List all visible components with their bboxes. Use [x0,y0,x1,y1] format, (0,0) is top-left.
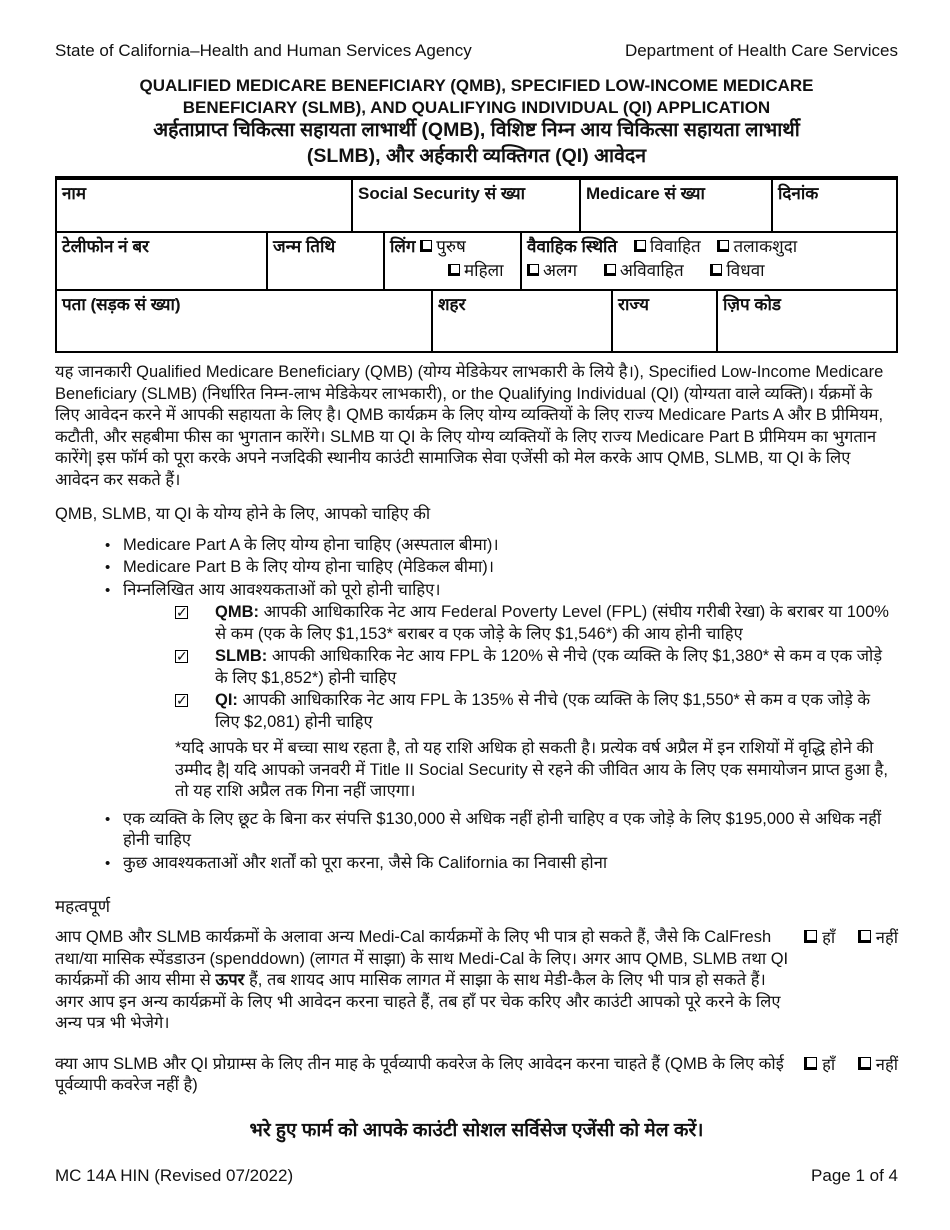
female-label: महिला [464,261,504,280]
state-label: राज्य [618,295,649,314]
q1-no-option [858,929,898,947]
question-medi-cal-programs [55,927,898,1035]
q1-text-part1: आप QMB और SLMB कार्यक्रमों के अलावा अन्य Medi-Cal कार्यक्रमों के लिए भी पात्र हो सकते हैं, जैसे कि CalFresh तथा/या मासिक स्पेंडडाउन (spenddown) (लागत में साझा) के साथ Medi-Cal के लिए। अगर आप QMB, SLMB तथा QI कार्यक्रमों की आय सीमा से [55,928,789,989]
name-label: नाम [62,184,87,203]
question-2-text: क्या आप SLMB और QI प्रोग्राम्स के लिए तीन माह के पूर्वव्यापी कवरेज के लिए आवेदन करना चाहते हैं (QMB के लिए कोई पूर्वव्यापी कवरेज नहीं है) [55,1054,784,1094]
checkbox-icon[interactable] [710,264,722,276]
gender-label: लिंग [390,237,416,256]
checkbox-icon[interactable] [858,1057,871,1070]
table-row [57,291,896,351]
city-field-cell[interactable] [433,291,613,351]
dob-label: जन्म तिथि [273,237,336,256]
q1-text-bold: ऊपर [215,971,245,989]
bullet-asset-limit: एक व्यक्ति के लिए छूट के बिना कर संपत्ति $130,000 से अधिक नहीं होनी चाहिए व एक जोड़े के लिए $195,000 से अधिक नहीं होनी चाहिए [123,809,882,849]
question-1-text [55,927,795,1035]
eligibility-heading: QMB, SLMB, या QI के योग्य होने के लिए, आपको चाहिए की [55,505,431,523]
income-item-text [215,646,898,689]
form-number: MC 14A HIN (Revised 07/2022) [55,1165,294,1185]
bullet-residency: कुछ आवश्यकताओं और शर्तों को पूरा करना, जैसे कि California का निवासी होना [123,853,608,872]
checkbox-icon[interactable] [604,264,616,276]
phone-field-cell[interactable] [57,233,268,289]
marital-option-widowed [710,261,764,280]
list-item [55,809,898,852]
page-number: Page 1 of 4 [811,1165,898,1185]
slmb-text: आपकी आधिकारिक नेट आय FPL के 120% से नीचे (एक व्यक्ति के लिए $1,380* से कम व एक जोड़े के लिए $1,852*) होनी चाहिए [215,647,883,687]
medicare-number-label: Medicare सं ख्या [586,184,705,203]
address-field-cell[interactable] [57,291,433,351]
q1-text-part2: हैं, तब शायद आप मासिक लागत में साझा के साथ मेडी-कैल के लिए भी पात्र हो सकते हैं। अगर आप इन अन्य कार्यक्रमों के लिए भी आवेदन करना चाहते हैं, तब हाँ पर चेक करिए और काउंटी आपको पूरे करने के लिए अन्य पत्र भी भेजेगे। [55,971,781,1032]
list-item [55,580,898,602]
agency-right-text: Department of Health Care Services [624,41,898,60]
marital-option-separated [527,261,577,280]
married-label: विवाहित [649,237,701,256]
intro-paragraph: यह जानकारी Qualified Medicare Beneficiary (QMB) (योग्य मेडिकेयर लाभकारी के लिये है।), Specified Low-Income Medicare Beneficiary (SLMB) (निर्धारित निम्न-लाभ मेडिकेयर लाभकारी), or the Qualifying Individual (QI) (योग्यता वाले व्यक्ति)। र्यक्रमों के लिए आवेदन करने में आपकी सहायता के लिए है। QMB कार्यक्रम के लिए योग्य व्यक्तियों के लिए राज्य Medicare Parts A और B प्रीमियम, कटौती, और सहबीमा फीस का भुगतान कारेंगे। SLMB या QI के लिए योग्य व्यक्तियों के लिए राज्य Medicare Part B प्रीमियम का भुगतान कारेंगे| इस फॉर्म को पूरा करके अपने नजदिकी स्थानीय काउंटी सामाजिक सेवा एजेंसी को मेल करके आप QMB, SLMB, या QI के लिए आवेदन कर सकते हैं। [55,363,884,489]
bullet-icon: • [105,536,111,554]
bullet-medicare-part-a: Medicare Part A के लिए योग्य होना चाहिए (अस्पताल बीमा)। [123,535,499,554]
table-row [57,180,896,233]
list-item [55,853,898,875]
zip-label: ज़िप कोड [723,295,781,314]
q2-yes-no-options [804,1054,898,1097]
checkbox-icon[interactable] [717,240,729,252]
income-item-text [215,602,898,645]
form-title [55,75,898,169]
qi-label: QI: [215,691,238,709]
widowed-label: विधवा [726,261,765,280]
list-item [55,557,898,579]
q2-no-option [858,1056,898,1074]
income-item-qmb [175,602,898,645]
address-label: पता (सड़क सं ख्या) [62,295,181,314]
bullet-icon: • [105,559,111,576]
gender-option-male [420,237,466,256]
form-title-hindi-line1: अर्हताप्राप्त चिकित्सा सहायता लाभार्थी (QMB), विशिष्ट निम्न आय चिकित्सा सहायता लाभार्थी [153,119,800,141]
q1-yes-option [804,929,835,947]
zip-field-cell[interactable] [718,291,896,351]
mail-instruction: भरे हुए फार्म को आपके काउंटी सोशल सर्विसेज एजेंसी को मेल करें। [249,1119,704,1141]
marital-status-label: वैवाहिक स्थिति [527,237,618,256]
yes-label: हाँ [822,929,836,947]
page-header [55,40,898,61]
checked-checkbox-icon[interactable] [175,694,188,707]
city-label: शहर [438,295,466,314]
bullet-icon: • [105,810,111,828]
male-label: पुरुष [436,237,466,256]
separated-label: अलग [543,261,578,280]
state-field-cell[interactable] [613,291,718,351]
agency-left-text: State of California–Health and Human Services Agency [55,41,472,60]
checkbox-icon[interactable] [804,1057,817,1070]
gender-option-female [448,261,504,280]
dob-field-cell[interactable] [268,233,385,289]
checkbox-icon[interactable] [527,264,539,276]
slmb-label: SLMB: [215,647,268,665]
checkbox-icon[interactable] [858,930,871,943]
marital-option-unmarried [604,261,684,280]
income-item-text [215,690,898,733]
marital-status-field-cell [522,233,896,289]
ssn-label: Social Security सं ख्या [358,184,526,203]
qmb-label: QMB: [215,603,259,621]
qmb-text: आपकी आधिकारिक नेट आय Federal Poverty Level (FPL) (संघीय गरीबी रेखा) के बराबर या 100% से कम (एक के लिए $1,153* बराबर व एक जोड़े के लिए $1,546*) की आय होनी चाहिए [215,603,889,643]
table-row [57,233,896,291]
form-title-hindi-line2: (SLMB), और अर्हकारी व्यक्तिगत (QI) आवेदन [306,144,647,167]
no-label: नहीं [875,1055,898,1074]
yes-label: हाँ [822,1055,836,1074]
marital-option-divorced [717,237,797,256]
checkbox-icon[interactable] [634,240,646,252]
question-retroactive-coverage [55,1054,898,1097]
q1-yes-no-options [804,927,898,1035]
date-field-cell[interactable] [773,180,896,231]
checked-checkbox-icon[interactable] [175,606,188,619]
applicant-info-table [55,176,898,353]
bullet-icon: • [105,854,111,872]
page-footer [55,1166,898,1186]
qi-text: आपकी आधिकारिक नेट आय FPL के 135% से नीचे (एक व्यक्ति के लिए $1,550* से कम व एक जोड़े के लिए $2,081) होनी चाहिए [215,691,871,731]
income-item-qi [175,690,898,733]
income-item-slmb [175,646,898,689]
checked-checkbox-icon[interactable] [175,650,188,663]
bullet-medicare-part-b: Medicare Part B के लिए योग्य होना चाहिए (मेडिकल बीमा)। [123,558,494,576]
medicare-number-field-cell[interactable] [581,180,773,231]
date-label: दिनांक [778,184,819,203]
important-heading: महत्वपूर्ण [55,897,111,916]
marital-option-married [634,237,701,256]
no-label: नहीं [875,929,898,947]
q2-yes-option [804,1056,835,1074]
form-title-english-line2: BENEFICIARY (SLMB), AND QUALIFYING INDIVIDUAL (QI) APPLICATION [182,97,771,117]
form-title-english-line1: QUALIFIED MEDICARE BENEFICIARY (QMB), SPECIFIED LOW-INCOME MEDICARE [139,76,814,95]
list-item [55,535,898,557]
bullet-income-requirements: निम्नलिखित आय आवश्यकताओं को पूरो होनी चाहिए। [123,580,441,599]
eligibility-list [55,535,898,875]
gender-field-cell [385,233,522,289]
ssn-field-cell[interactable] [353,180,581,231]
name-field-cell[interactable] [57,180,353,231]
divorced-label: तलाकशुदा [733,237,798,256]
checkbox-icon[interactable] [804,930,817,943]
bullet-icon: • [105,581,111,599]
checkbox-icon[interactable] [448,264,460,276]
unmarried-label: अविवाहित [619,261,684,280]
phone-label: टेलीफोन नं बर [62,237,149,256]
income-footnote: *यदि आपके घर में बच्चा साथ रहता है, तो यह राशि अधिक हो सकती है। प्रत्येक वर्ष अप्रैल में इन राशियों में वृद्धि होने की उम्मीद है| यदि आपको जनवरी में Title II Social Security से रहने की जीवित आय के लिए एक समायोजन प्राप्त हुआ है, तो यह राशि अप्रैल तक गिना नहीं जाएगा। [175,739,888,800]
checkbox-icon[interactable] [420,240,432,252]
